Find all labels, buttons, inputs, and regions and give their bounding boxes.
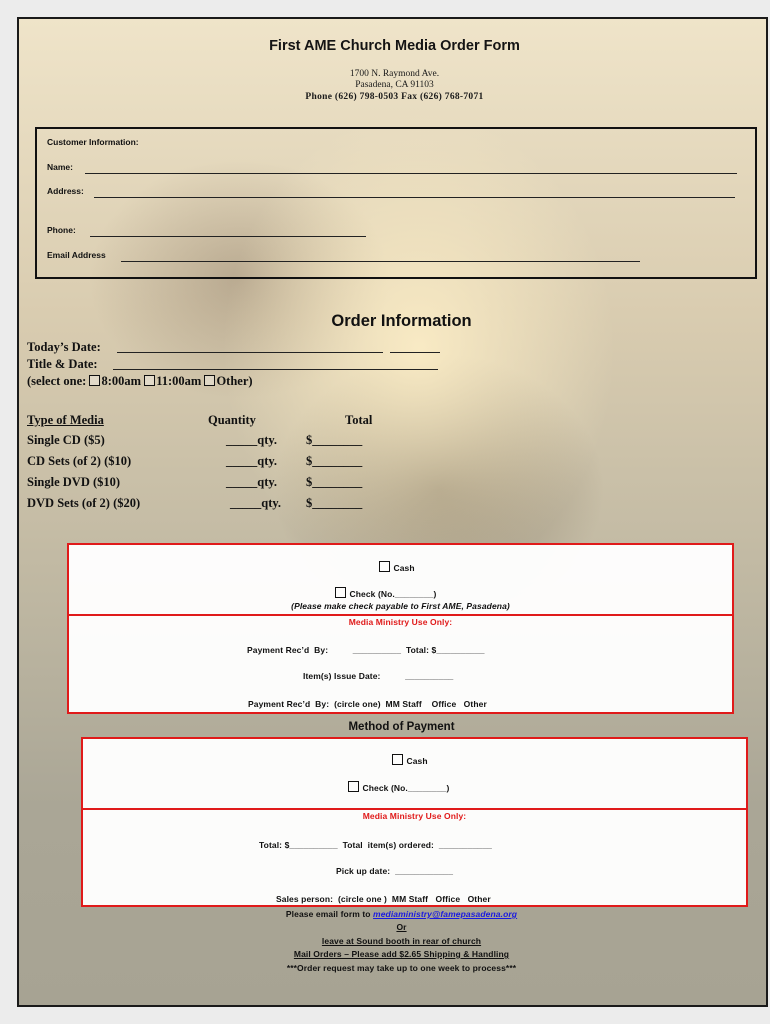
todays-date-field-2[interactable] bbox=[390, 343, 440, 353]
option-11am: 11:00am bbox=[156, 374, 202, 388]
pickup-date-line[interactable]: Pick up date: ____________ bbox=[336, 866, 454, 876]
title-date-label: Title & Date: bbox=[27, 357, 98, 371]
title-date-field[interactable] bbox=[113, 360, 438, 370]
sound-booth-text: leave at Sound booth in rear of church bbox=[321, 936, 482, 946]
payment-recd-line[interactable]: Payment Rec’d By: __________ Total: $__________ bbox=[247, 645, 485, 655]
item-qty[interactable]: _____qty. bbox=[226, 475, 278, 489]
customer-info-heading: Customer Information: bbox=[47, 137, 139, 147]
email-prefix: Please email form to bbox=[285, 909, 371, 919]
item-total[interactable]: $________ bbox=[306, 454, 363, 468]
item-total[interactable]: $________ bbox=[306, 475, 363, 489]
method-of-payment-heading: Method of Payment bbox=[348, 721, 455, 733]
total-line[interactable]: Total: $__________ Total item(s) ordered: ___________ bbox=[259, 840, 493, 850]
order-info-heading: Order Information bbox=[331, 312, 472, 330]
select-suffix: ) bbox=[248, 374, 253, 388]
phone-fax: Phone (626) 798-0503 Fax (626) 768-7071 bbox=[305, 92, 484, 102]
item-total[interactable]: $________ bbox=[306, 433, 363, 447]
cash-checkbox[interactable] bbox=[379, 561, 390, 572]
payment-recd-circle: Payment Rec’d By: (circle one) MM Staff Office Other bbox=[248, 699, 487, 709]
checkbox-8am[interactable] bbox=[89, 375, 100, 386]
check-label: Check (No.________) bbox=[362, 783, 450, 793]
or-text: Or bbox=[396, 922, 407, 932]
divider bbox=[69, 614, 732, 616]
item-total[interactable]: $________ bbox=[306, 496, 363, 510]
form-title: First AME Church Media Order Form bbox=[269, 38, 520, 54]
option-other: Other bbox=[216, 374, 249, 388]
name-field[interactable] bbox=[85, 164, 737, 174]
check-checkbox[interactable] bbox=[335, 587, 346, 598]
mail-orders-text: Mail Orders – Please add $2.65 Shipping & Handling bbox=[293, 949, 510, 959]
item-qty[interactable]: _____qty. bbox=[226, 454, 278, 468]
checkbox-11am[interactable] bbox=[144, 375, 155, 386]
order-form-page bbox=[17, 17, 768, 1007]
cash-label: Cash bbox=[406, 756, 428, 766]
item-qty[interactable]: _____qty. bbox=[226, 433, 278, 447]
email-link[interactable]: mediaministry@famepasadena.org bbox=[373, 909, 518, 919]
item-name: Single DVD ($10) bbox=[27, 475, 121, 489]
address-line-2: Pasadena, CA 91103 bbox=[355, 80, 434, 90]
check-checkbox[interactable] bbox=[348, 781, 359, 792]
cash-option bbox=[379, 561, 415, 573]
address-line-1: 1700 N. Raymond Ave. bbox=[349, 69, 440, 79]
payment-box-2 bbox=[81, 737, 748, 907]
name-label: Name: bbox=[47, 162, 73, 172]
checkbox-other[interactable] bbox=[204, 375, 215, 386]
cash-label: Cash bbox=[393, 563, 415, 573]
staff-use-heading: Media Ministry Use Only: bbox=[348, 617, 453, 627]
processing-note: ***Order request may take up to one week to process*** bbox=[286, 963, 517, 973]
item-name: Single CD ($5) bbox=[27, 433, 105, 447]
divider bbox=[83, 808, 746, 810]
check-note: (Please make check payable to First AME, Pasadena) bbox=[291, 601, 510, 611]
phone-label: Phone: bbox=[47, 225, 76, 235]
check-label: Check (No.________) bbox=[349, 589, 437, 599]
address-field[interactable] bbox=[94, 188, 735, 198]
col-quantity: Quantity bbox=[208, 413, 256, 427]
staff-use-heading: Media Ministry Use Only: bbox=[362, 811, 467, 821]
payment-box-1 bbox=[67, 543, 734, 714]
todays-date-field[interactable] bbox=[117, 343, 383, 353]
email-instruction bbox=[19, 909, 768, 919]
check-option bbox=[348, 781, 449, 793]
email-field[interactable] bbox=[121, 252, 640, 262]
cash-option bbox=[392, 754, 428, 766]
service-select bbox=[27, 374, 253, 389]
cash-checkbox[interactable] bbox=[392, 754, 403, 765]
option-8am: 8:00am bbox=[101, 374, 142, 388]
sales-person-line: Sales person: (circle one ) MM Staff Office Other bbox=[276, 894, 491, 904]
phone-field[interactable] bbox=[90, 227, 366, 237]
item-name: DVD Sets (of 2) ($20) bbox=[27, 496, 141, 510]
select-prefix: (select one: bbox=[27, 374, 87, 388]
item-qty[interactable]: _____qty. bbox=[230, 496, 282, 510]
col-total: Total bbox=[345, 413, 373, 427]
address-label: Address: bbox=[47, 186, 84, 196]
col-type-of-media: Type of Media bbox=[27, 413, 104, 427]
customer-info-box bbox=[35, 127, 757, 279]
email-label: Email Address bbox=[47, 250, 106, 260]
todays-date-label: Today’s Date: bbox=[27, 340, 101, 354]
issue-date-line[interactable]: Item(s) Issue Date: __________ bbox=[303, 671, 454, 681]
check-option bbox=[335, 587, 436, 599]
item-name: CD Sets (of 2) ($10) bbox=[27, 454, 132, 468]
